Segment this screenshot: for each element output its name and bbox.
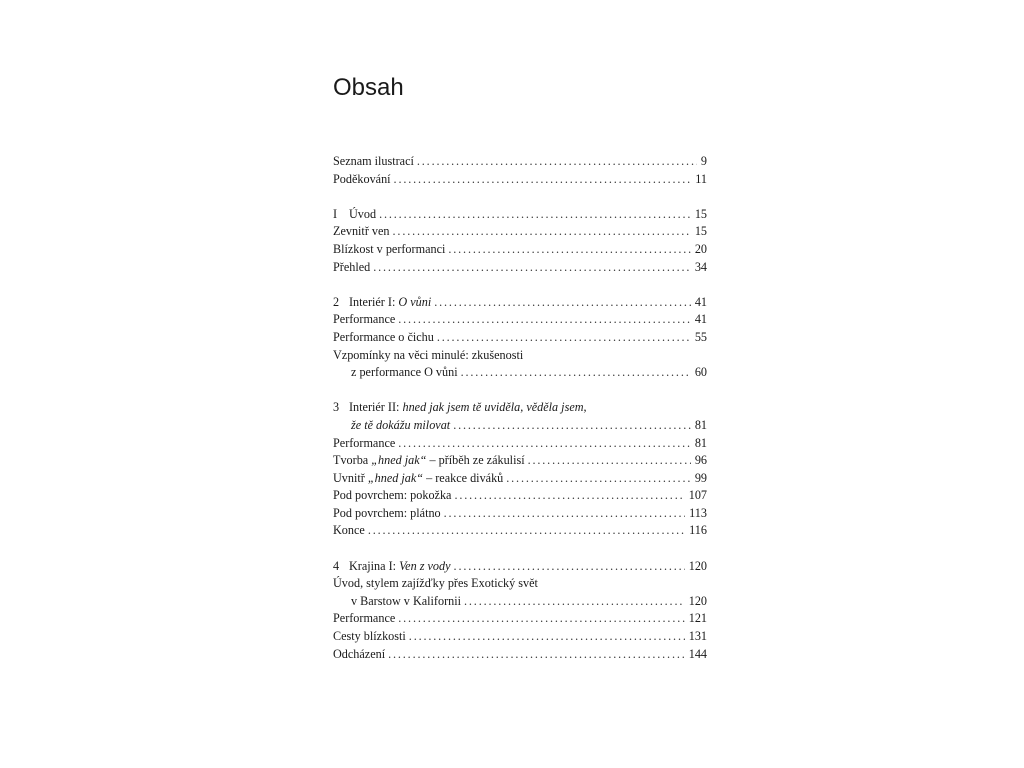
toc-entry bbox=[333, 610, 707, 628]
toc-entry bbox=[333, 223, 707, 241]
toc-entry-title: v Barstow v Kalifornii bbox=[351, 593, 462, 608]
dot-leader bbox=[448, 241, 690, 259]
chapter-title-italic: O vůni bbox=[398, 294, 432, 309]
toc-entry-page: 41 bbox=[694, 312, 707, 327]
toc-entry bbox=[333, 241, 707, 259]
title-prefix: Tvorba bbox=[333, 453, 372, 468]
dot-leader bbox=[454, 487, 684, 505]
toc-entry bbox=[333, 646, 707, 664]
toc-entry-page: 15 bbox=[694, 224, 707, 239]
toc-entry-page: 120 bbox=[688, 558, 707, 573]
chapter-title-prefix: Krajina I: bbox=[349, 558, 400, 573]
toc-chapter-entry bbox=[333, 294, 707, 312]
chapter-title-italic: Ven z vody bbox=[399, 558, 451, 573]
toc-entry bbox=[333, 329, 707, 347]
chapter-number: 2 bbox=[333, 294, 340, 309]
toc-entry-title: Poděkování bbox=[333, 171, 391, 186]
toc-chapter-entry bbox=[333, 206, 707, 224]
toc-entry-title: Zevnitř ven bbox=[333, 224, 390, 239]
toc-entry bbox=[333, 522, 707, 540]
chapter-number: 4 bbox=[333, 558, 340, 573]
toc-entry bbox=[333, 364, 707, 382]
toc-entry-page: 81 bbox=[694, 435, 707, 450]
toc-entry-title bbox=[333, 452, 525, 470]
toc-entry-title: Performance o čichu bbox=[333, 329, 434, 344]
title-italic: „hned jak“ bbox=[367, 470, 424, 485]
toc-entry-page: 113 bbox=[689, 505, 707, 520]
toc-entry-title: Pod povrchem: plátno bbox=[333, 505, 441, 520]
toc-entry-title bbox=[333, 558, 451, 576]
toc-entry-title: Odcházení bbox=[333, 646, 386, 661]
dot-leader bbox=[417, 153, 697, 171]
toc-entry-title bbox=[333, 417, 450, 435]
table-of-contents bbox=[333, 153, 707, 663]
title-italic: „hned jak“ bbox=[371, 453, 427, 468]
toc-entry-page: 131 bbox=[688, 629, 707, 644]
toc-entry-page: 144 bbox=[688, 646, 707, 661]
toc-entry bbox=[333, 452, 707, 470]
toc-entry-page: 55 bbox=[694, 329, 707, 344]
toc-entry bbox=[333, 311, 707, 329]
toc-entry bbox=[333, 593, 707, 611]
toc-entry-page: 9 bbox=[700, 154, 707, 168]
dot-leader bbox=[434, 294, 691, 312]
toc-entry-page: 81 bbox=[694, 417, 707, 432]
toc-entry-page: 60 bbox=[694, 365, 707, 380]
dot-leader bbox=[393, 223, 691, 241]
toc-entry-page: 15 bbox=[694, 206, 707, 221]
chapter-number: I bbox=[333, 206, 338, 221]
toc-entry-title: Pod povrchem: pokožka bbox=[333, 488, 452, 503]
dot-leader bbox=[461, 364, 691, 382]
dot-leader bbox=[453, 417, 691, 435]
toc-entry-title bbox=[333, 470, 503, 488]
dot-leader bbox=[388, 646, 685, 664]
toc-entry-title: Performance bbox=[333, 611, 396, 626]
dot-leader bbox=[373, 259, 691, 277]
chapter-title-prefix: Interiér II: bbox=[349, 400, 403, 415]
dot-leader bbox=[528, 452, 691, 470]
toc-entry-first-line: Úvod, stylem zajížďky přes Exotický svět bbox=[333, 576, 538, 591]
title-suffix: – příběh ze zákulisí bbox=[426, 453, 525, 468]
chapter-number: 3 bbox=[333, 400, 340, 415]
toc-entry-title: Přehled bbox=[333, 259, 371, 274]
chapter-title: Úvod bbox=[349, 206, 377, 221]
toc-entry bbox=[333, 505, 707, 523]
dot-leader bbox=[398, 311, 691, 329]
toc-entry-page: 11 bbox=[695, 171, 707, 186]
dot-leader bbox=[444, 505, 686, 523]
toc-entry-page: 96 bbox=[694, 453, 707, 468]
toc-entry-title bbox=[333, 294, 431, 312]
toc-entry bbox=[333, 171, 707, 189]
toc-entry-page: 121 bbox=[688, 611, 707, 626]
toc-entry-page: 107 bbox=[688, 488, 707, 503]
title-prefix: Uvnitř bbox=[333, 470, 368, 485]
toc-entry-title: z performance O vůni bbox=[351, 365, 458, 380]
dot-leader bbox=[464, 593, 685, 611]
dot-leader bbox=[454, 558, 685, 576]
toc-entry-page: 120 bbox=[688, 593, 707, 608]
toc-chapter-entry bbox=[333, 558, 707, 576]
toc-entry bbox=[333, 487, 707, 505]
dot-leader bbox=[368, 522, 685, 540]
toc-entry-title: Cesty blízkosti bbox=[333, 629, 406, 644]
toc-entry bbox=[333, 259, 707, 277]
toc-entry-title: Performance bbox=[333, 435, 396, 450]
chapter-title-prefix: Interiér I: bbox=[349, 294, 399, 309]
toc-entry-title: Konce bbox=[333, 523, 365, 538]
toc-entry-page: 34 bbox=[694, 259, 707, 274]
chapter-title-italic: hned jak jsem tě uviděla, věděla jsem, bbox=[402, 400, 587, 415]
toc-entry-page: 99 bbox=[694, 470, 707, 485]
toc-entry-title: Seznam ilustrací bbox=[333, 154, 414, 168]
page-title: Obsah bbox=[333, 74, 404, 101]
dot-leader bbox=[379, 206, 691, 224]
chapter-title-italic: že tě dokážu milovat bbox=[351, 417, 451, 432]
toc-chapter-first-line bbox=[333, 399, 707, 417]
toc-entry-page: 41 bbox=[694, 294, 707, 309]
title-suffix: – reakce diváků bbox=[423, 470, 504, 485]
toc-chapter-entry bbox=[333, 417, 707, 435]
toc-entry-title: Performance bbox=[333, 312, 396, 327]
dot-leader bbox=[409, 628, 685, 646]
dot-leader bbox=[394, 171, 692, 189]
dot-leader bbox=[437, 329, 691, 347]
toc-entry-title bbox=[333, 206, 376, 224]
toc-entry bbox=[333, 470, 707, 488]
toc-entry bbox=[333, 628, 707, 646]
book-page bbox=[333, 0, 707, 768]
toc-entry-first-line: Vzpomínky na věci minulé: zkušenosti bbox=[333, 347, 524, 362]
toc-entry-page: 116 bbox=[689, 523, 707, 538]
toc-entry-title: Blízkost v performanci bbox=[333, 241, 446, 256]
toc-entry bbox=[333, 435, 707, 453]
dot-leader bbox=[506, 470, 691, 488]
dot-leader bbox=[398, 435, 691, 453]
toc-entry-page: 20 bbox=[694, 241, 707, 256]
toc-entry bbox=[333, 153, 707, 171]
dot-leader bbox=[398, 610, 684, 628]
